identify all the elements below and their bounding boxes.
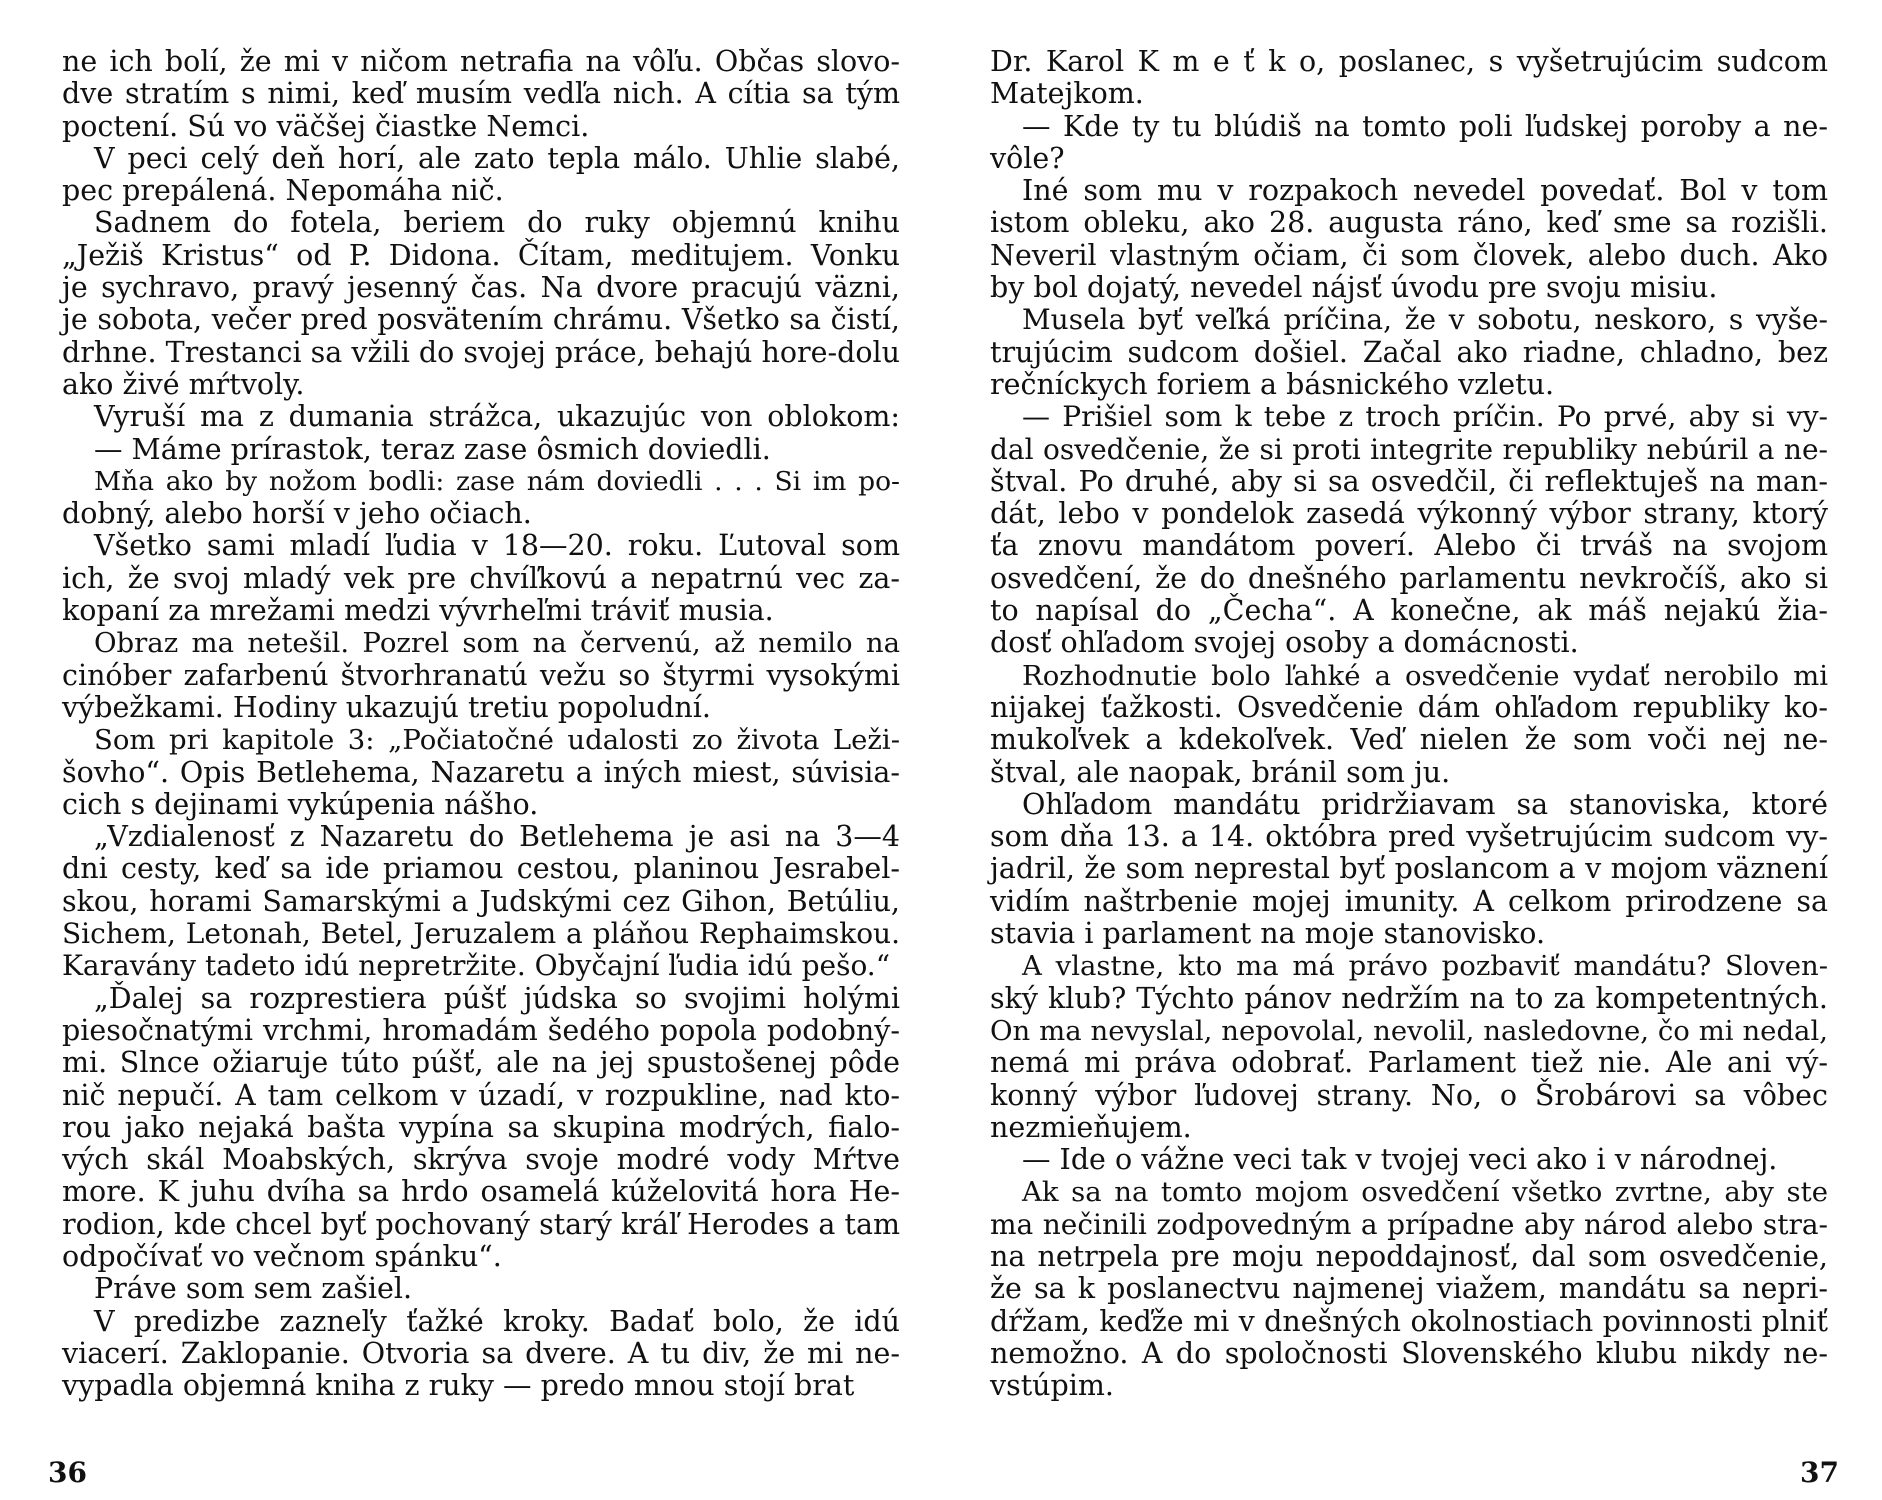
text-line: Ohľadom mandátu pridržiavam sa stanoviska, ktoré <box>1022 787 1828 821</box>
text-line: dve stratím s nimi, keď musím vedľa nich. A cítia sa tým <box>62 77 900 111</box>
text-line: — Máme prírastok, teraz zase ôsmich doviedli. <box>94 432 771 466</box>
text-line: by bol dojatý, nevedel nájsť úvodu pre svoju misiu. <box>990 271 1718 305</box>
text-line: je sychravo, pravý jesenný čas. Na dvore pracujú väzni, <box>62 271 900 305</box>
text-line: štval. Po druhé, aby si sa osvedčil, či reflektuješ na man- <box>990 464 1828 498</box>
text-line: Práve som sem zašiel. <box>94 1272 413 1306</box>
text-line: — Kde ty tu blúdiš na tomto poli ľudskej poroby a ne- <box>1022 109 1828 143</box>
text-line: drhne. Trestanci sa vžili do svojej práce, behajú hore-dolu <box>62 335 900 369</box>
text-line: to napísal do „Čecha“. A konečne, ak máš nejakú žia- <box>990 594 1828 628</box>
text-line: dobný, alebo horší v jeho očiach. <box>62 497 532 531</box>
text-line: rodion, kde chcel byť pochovaný starý kráľ Herodes a tam <box>62 1207 900 1241</box>
text-line: mi. Slnce ožiaruje túto púšť, ale na jej spustošenej pôde <box>62 1046 900 1080</box>
page-number-right: 37 <box>1800 1456 1839 1489</box>
text-line: štval, ale naopak, bránil som ju. <box>990 755 1451 789</box>
text-line: odpočívať vo večnom spánku“. <box>62 1239 502 1273</box>
text-line: viacerí. Zaklopanie. Otvoria sa dvere. A tu div, že mi ne- <box>62 1336 900 1370</box>
text-line: nezmieňujem. <box>990 1110 1192 1144</box>
text-line: som dňa 13. a 14. októbra pred vyšetrujúcim sudcom vy- <box>990 820 1828 854</box>
text-line: Musela byť veľká príčina, že v sobotu, neskoro, s vyše- <box>1022 303 1828 337</box>
text-line: je sobota, večer pred posvätením chrámu. Všetko sa čistí, <box>62 303 900 337</box>
text-line: pec prepálená. Nepomáha nič. <box>62 174 504 208</box>
text-line: rou jako nejaká bašta vypína sa skupina modrých, fialo- <box>62 1110 900 1144</box>
text-line: skou, horami Samarskými a Judskými cez Gihon, Betúliu, <box>62 884 900 918</box>
text-line: dŕžam, keďže mi v dnešných okolnostiach povinnosti plniť <box>990 1304 1828 1338</box>
text-line: Mňa ako by nožom bodli: zase nám doviedli . . . Si im po- <box>94 465 900 497</box>
text-line: nemožno. A do spoločnosti Slovenského klubu nikdy ne- <box>990 1336 1828 1370</box>
text-line: „Ďalej sa rozprestiera púšť júdska so svojimi holými <box>94 981 900 1015</box>
text-line: cinóber zafarbenú štvorhranatú vežu so štyrmi vysokými <box>62 658 900 692</box>
text-line: — Prišiel som k tebe z troch príčin. Po prvé, aby si vy- <box>1022 400 1828 434</box>
text-line: V predizbe zazneľy ťažké kroky. Badať bolo, že idú <box>94 1304 900 1338</box>
text-line: vstúpim. <box>990 1369 1114 1403</box>
text-line: Ak sa na tomto mojom osvedčení všetko zvrtne, aby ste <box>1022 1176 1828 1209</box>
text-line: vypadla objemná kniha z ruky — predo mnou stojí brat <box>62 1369 855 1403</box>
text-line: Obraz ma netešil. Pozrel som na červenú, až nemilo na <box>94 627 900 660</box>
text-line: jadril, že som neprestal byť poslancom a v mojom väznení <box>990 852 1828 886</box>
text-line: Dr. Karol K m e ť k o, poslanec, s vyšetrujúcim sudcom <box>990 45 1828 78</box>
text-line: ako živé mŕtvoly. <box>62 367 305 401</box>
text-line: Neveril vlastným očiam, či som človek, alebo duch. Ako <box>990 238 1828 272</box>
left-page-text <box>62 46 900 1402</box>
text-line: šovho“. Opis Betlehema, Nazaretu a iných miest, súvisia- <box>62 755 900 789</box>
text-line: stavia i parlament na moje stanovisko. <box>990 917 1545 951</box>
text-line: Všetko sami mladí ľudia v 18—20. roku. Ľutoval som <box>94 529 900 563</box>
text-line: mukoľvek a kdekoľvek. Veď nielen že som voči nej ne- <box>990 723 1828 757</box>
text-line: ne ich bolí, že mi v ničom netrafia na vôľu. Občas slovo- <box>62 45 900 78</box>
text-line: A vlastne, kto ma má právo pozbaviť mandátu? Sloven- <box>1022 950 1828 983</box>
text-line: ský klub? Týchto pánov nedržím na to za kompetentných. <box>990 981 1828 1015</box>
text-line: vidím naštrbenie mojej imunity. A celkom prirodzene sa <box>990 884 1828 918</box>
right-page <box>990 46 1828 1466</box>
text-line: osvedčení, že do dnešného parlamentu nevkročíš, ako si <box>990 561 1828 595</box>
text-line: Rozhodnutie bolo ľahké a osvedčenie vydať nerobilo mi <box>1022 659 1828 692</box>
text-line: nijakej ťažkosti. Osvedčenie dám ohľadom republiky ko- <box>990 690 1828 724</box>
text-line: dát, lebo v pondelok zasedá výkonný výbor strany, ktorý <box>990 497 1828 531</box>
text-line: ich, že svoj mladý vek pre chvíľkovú a nepatrnú vec za- <box>62 561 900 595</box>
text-line: poctení. Sú vo väčšej čiastke Nemci. <box>62 109 590 143</box>
text-line: „Vzdialenosť z Nazaretu do Betlehema je asi na 3—4 <box>94 820 900 854</box>
text-line: Vyruší ma z dumania strážca, ukazujúc von oblokom: <box>94 400 900 434</box>
text-line: dosť ohľadom svojej osoby a domácnosti. <box>990 626 1579 660</box>
text-line: ťa znovu mandátom poverí. Alebo či trváš na svojom <box>990 529 1828 563</box>
page-number-left: 36 <box>48 1456 87 1489</box>
text-line: istom obleku, ako 28. augusta ráno, keď sme sa rozišli. <box>990 206 1828 240</box>
text-line: more. K juhu dvíha sa hrdo osamelá kúželovitá hora He- <box>62 1175 900 1209</box>
text-line: nič nepučí. A tam celkom v úzadí, v rozpukline, nad kto- <box>62 1078 900 1112</box>
text-line: Som pri kapitole 3: „Počiatočné udalosti zo života Leži- <box>94 724 900 757</box>
text-line: dal osvedčenie, že si proti integrite republiky nebúril a ne- <box>990 432 1828 466</box>
right-page-text <box>990 46 1828 1402</box>
text-line: na netrpela pre moju nepoddajnosť, dal som osvedčenie, <box>990 1239 1828 1273</box>
text-line: dni cesty, keď sa ide priamou cestou, planinou Jesrabel- <box>62 852 900 886</box>
text-line: „Ježiš Kristus“ od P. Didona. Čítam, meditujem. Vonku <box>62 238 900 272</box>
text-line: rečníckych foriem a básnického vzletu. <box>990 367 1555 401</box>
text-line: Sadnem do fotela, beriem do ruky objemnú knihu <box>94 206 900 240</box>
text-line: Matejkom. <box>990 77 1144 111</box>
text-line: — Ide o vážne veci tak v tvojej veci ako i v národnej. <box>1022 1143 1778 1177</box>
left-page <box>62 46 900 1466</box>
text-line: vôle? <box>990 141 1065 175</box>
text-line: Karavány tadeto idú nepretržite. Obyčajní ľudia idú pešo.“ <box>62 949 891 983</box>
text-line: vých skál Moabských, skrýva svoje modré vody Mŕtve <box>62 1143 900 1177</box>
text-line: cich s dejinami vykúpenia nášho. <box>62 787 539 821</box>
text-line: konný výbor ľudovej strany. No, o Šrobárovi sa vôbec <box>990 1078 1828 1112</box>
text-line: trujúcim sudcom došiel. Začal ako riadne, chladno, bez <box>990 335 1828 369</box>
text-line: ma nečinili zodpovedným a prípadne aby národ alebo stra- <box>990 1207 1828 1241</box>
text-line: On ma nevyslal, nepovolal, nevolil, nasledovne, čo mi nedal, <box>990 1014 1828 1047</box>
text-line: výbežkami. Hodiny ukazujú tretiu popoludní. <box>62 690 711 724</box>
text-line: nemá mi práva odobrať. Parlament tiež nie. Ale ani vý- <box>990 1046 1828 1080</box>
text-line: kopaní za mrežami medzi vývrheľmi tráviť musia. <box>62 594 774 628</box>
text-line: Iné som mu v rozpakoch nevedel povedať. Bol v tom <box>1022 174 1828 208</box>
text-line: Sichem, Letonah, Betel, Jeruzalem a pláňou Rephaimskou. <box>62 917 900 951</box>
text-line: piesočnatými vrchmi, hromadám šedého popola podobný- <box>62 1013 900 1047</box>
text-line: že sa k poslanectvu najmenej viažem, mandátu sa nepri- <box>990 1272 1828 1306</box>
text-line: V peci celý deň horí, ale zato tepla málo. Uhlie slabé, <box>94 141 900 175</box>
